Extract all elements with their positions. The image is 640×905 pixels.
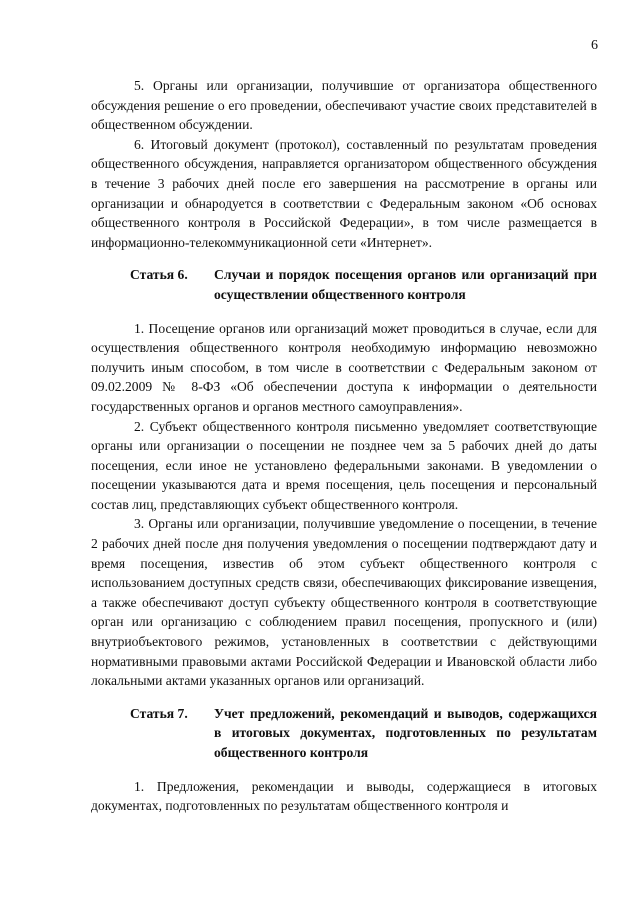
- page-number: 6: [591, 38, 598, 53]
- paragraph: 5. Органы или организации, получившие от организатора общественного обсуждения решение о его проведении, обеспечивают участие своих представителей в общественном обсуждении.: [91, 78, 597, 133]
- paragraph: 2. Субъект общественного контроля письменно уведомляет соответствующие органы или организации о посещении не позднее чем за 5 рабочих дней до даты посещения, если иное не установлено федеральными законами. В уведомлении о посещении указываются дата и время посещения, цель посещения и персональный состав лиц, представляющих субъект общественного контроля.: [91, 418, 597, 512]
- article-heading: [91, 704, 597, 763]
- article-heading: [91, 265, 597, 304]
- document-body: [91, 76, 597, 816]
- paragraph: 1. Предложения, рекомендации и выводы, содержащиеся в итоговых документах, подготовленных по результатам общественного контроля и: [91, 778, 597, 814]
- article-number: Статья 6.: [130, 267, 188, 283]
- paragraph: 3. Органы или организации, получившие уведомление о посещении, в течение 2 рабочих дней после дня получения уведомления о посещении подтверждают дату и время посещения, известив об этом субъект общественного контроля с использованием доступных средств связи, обеспечивающих фиксирование извещения, а также обеспечивают доступ субъекту общественного контроля в соответствующие орган или организацию с соблюдением правил посещения, пропускного и (или) внутриобъектового режимов, установленных в соответствии с действующими нормативными правовыми актами Российской Федерации и Ивановской области либо локальными актами указанных органов или организаций.: [91, 516, 597, 689]
- article-title: Случаи и порядок посещения органов или организаций при осуществлении общественного контроля: [214, 267, 597, 302]
- paragraph: 6. Итоговый документ (протокол), составленный по результатам проведения общественного обсуждения, направляется организатором общественного обсуждения в течение 3 рабочих дней после его завершения на рассмотрение в органы или организации и обнародуется в соответствии с Федеральным законом «Об основах общественного контроля в Российской Федерации», в том числе размещается в информационно-телекоммуникационной сети «Интернет».: [91, 136, 597, 250]
- article-title: Учет предложений, рекомендаций и выводов, содержащихся в итоговых документах, подготовленных по результатам общественного контроля: [214, 705, 597, 760]
- article-number: Статья 7.: [130, 705, 188, 721]
- paragraph: 1. Посещение органов или организаций может проводиться в случае, если для осуществления общественного контроля необходимую информацию невозможно получить иным способом, в том числе в соответствии с Федеральным законом от 09.02.2009 № 8-ФЗ «Об обеспечении доступа к информации о деятельности государственных органов и органов местного самоуправления».: [91, 320, 597, 414]
